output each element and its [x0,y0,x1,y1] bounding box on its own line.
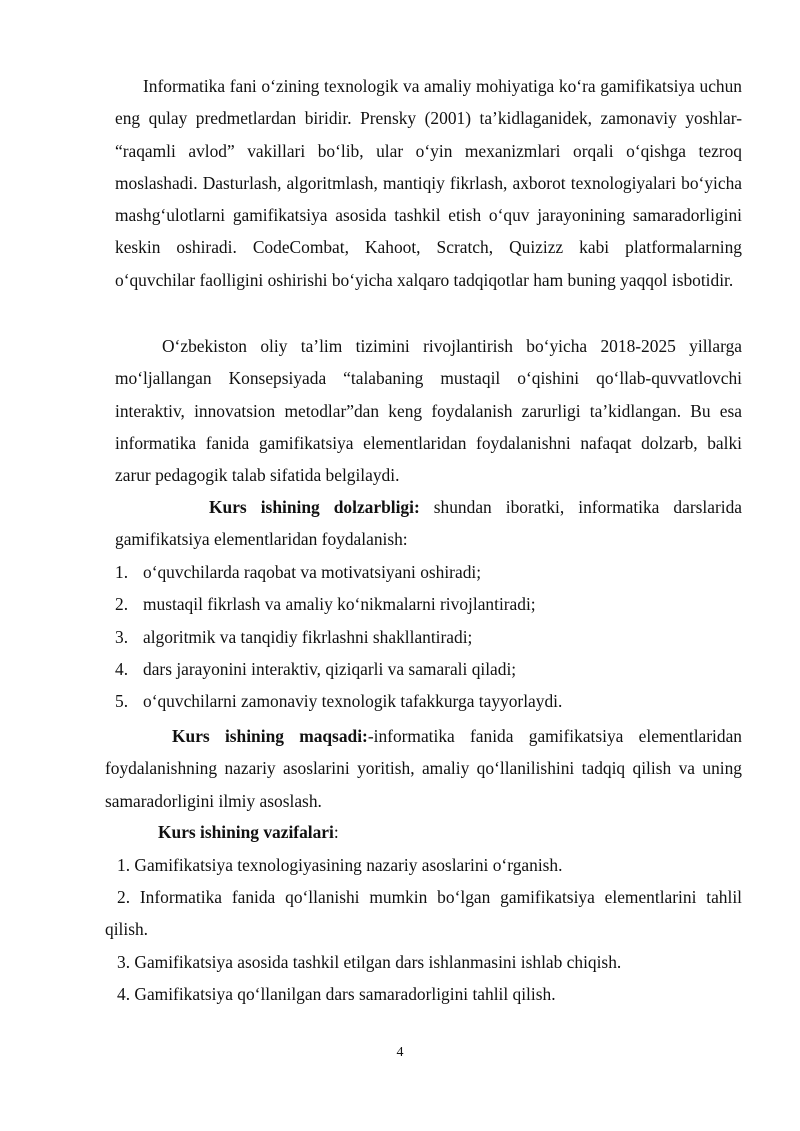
list-item-text: algoritmik va tanqidiy fikrlashni shakllantiradi; [143,626,473,647]
relevance-heading: Kurs ishining dolzarbligi: [209,497,420,517]
paragraph-relevance [115,491,742,556]
goal-heading: Kurs ishining maqsadi: [172,726,368,746]
list-item [115,588,742,620]
list-item-text: mustaqil fikrlash va amaliy ko‘nikmalarni rivojlantiradi; [143,594,536,615]
relevance-list [115,556,742,717]
relevance-text: shundan iboratki, informatika darslarida gamifikatsiya elementlaridan foydalanish: [115,497,742,550]
task-item-1: 1. Gamifikatsiya texnologiyasining nazariy asoslarini o‘rganish. [117,855,563,875]
task-item-2: 2. Informatika fanida qo‘llanishi mumkin bo‘lgan gamifikatsiya elementlarini tahlil qilish. [105,887,742,940]
list-item-number: 5. [115,691,129,712]
task-item-4: 4. Gamifikatsiya qo‘llanilgan dars samaradorligini tahlil qilish. [117,984,556,1004]
paragraph-gamification-suitability: Informatika fani o‘zining texnologik va amaliy mohiyatiga ko‘ra gamifikatsiya uchun eng qulay predmetlardan biridir. Prensky (2001) ta’kidlaganidek, zamonaviy yoshlar- “raqamli avlod” vakillari bo‘lib, ular o‘yin mexanizmlari orqali o‘qishga tezroq moslashadi. Dasturlash, algoritmlash, mantiqiy fikrlash, axborot texnologiyalari bo‘yicha mashg‘ulotlarni gamifikatsiya asosida tashkil etish o‘quv jarayonining samaradorligini keskin oshiradi. CodeCombat, Kahoot, Scratch, Quizizz kabi platformalarning o‘quvchilar faolligini oshirishi bo‘yicha xalqaro tadqiqotlar ham buning yaqqol isbotidir. [115,76,742,290]
tasks-heading-colon: : [333,822,339,842]
list-item-text: o‘quvchilarda raqobat va motivatsiyani oshiradi; [143,562,482,582]
task-item-3: 3. Gamifikatsiya asosida tashkil etilgan dars ishlanmasini ishlab chiqish. [117,952,622,972]
list-item-number: 4. [115,658,129,679]
list-item [115,653,742,685]
list-item-number: 3. [115,626,129,647]
paragraph-tasks-heading [158,816,742,848]
list-item [115,621,742,653]
paragraph-concept-2018-2025: O‘zbekiston oliy ta’lim tizimini rivojlantirish bo‘yicha 2018-2025 yillarga mo‘ljallangan Konsepsiyada “talabaning mustaqil o‘qishini qo‘llab-quvvatlovchi interaktiv, innovatsion metodlar”dan keng foydalanish zarurligi ta’kidlangan. Bu esa informatika fanida gamifikatsiya elementlaridan foydalanishni nafaqat dolzarb, balki zarur pedagogik talab sifatida belgilaydi. [115,336,742,486]
page-number: 4 [396,1045,404,1060]
list-item-number: 2. [115,594,129,615]
list-item [115,556,742,588]
list-item-text: o‘quvchilarni zamonaviy texnologik tafakkurga tayyorlaydi. [143,691,563,712]
list-item-number: 1. [115,562,129,582]
tasks-heading: Kurs ishining vazifalari [158,822,334,842]
list-item-text: dars jarayonini interaktiv, qiziqarli va samarali qiladi; [143,658,517,679]
list-item [115,685,742,717]
goal-text: -informatika fanida gamifikatsiya elementlaridan foydalanishning nazariy asoslarini yoritish, amaliy qo‘llanilishini tadqiq qilish va uning samaradorligini ilmiy asoslash. [105,726,742,811]
paragraph-goal [105,720,742,817]
